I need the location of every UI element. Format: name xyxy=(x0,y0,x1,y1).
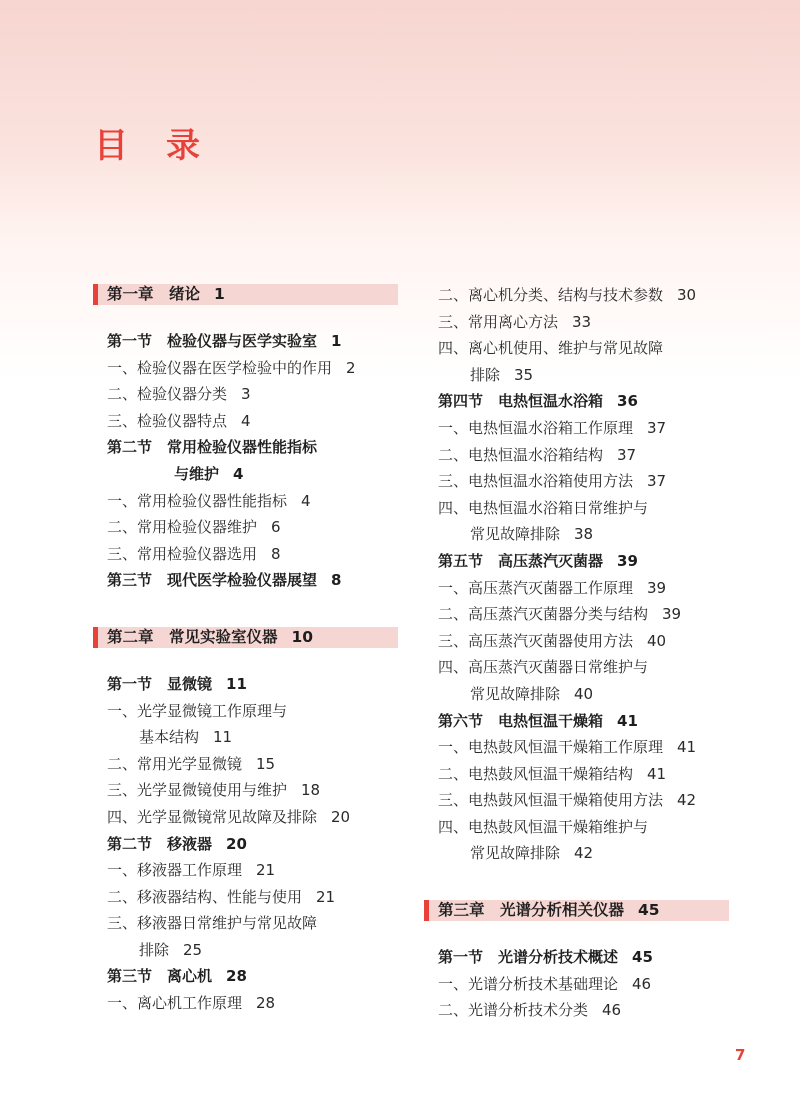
toc-chapter[interactable]: 第二章 常见实验室仪器 10 xyxy=(93,627,398,648)
toc-item[interactable]: 三、光学显微镜使用与维护 18 xyxy=(107,781,321,800)
toc-chapter[interactable]: 第三章 光谱分析相关仪器 45 xyxy=(424,900,729,921)
toc-item[interactable]: 一、移液器工作原理 21 xyxy=(107,861,276,880)
toc-item[interactable]: 二、光谱分析技术分类 46 xyxy=(438,1001,622,1020)
toc-section[interactable]: 第一节 光谱分析技术概述 45 xyxy=(438,948,653,967)
toc-item[interactable]: 一、检验仪器在医学检验中的作用 2 xyxy=(107,358,356,377)
toc-item[interactable]: 三、电热恒温水浴箱使用方法 37 xyxy=(438,472,667,491)
toc-item[interactable]: 一、电热恒温水浴箱工作原理 37 xyxy=(438,418,667,437)
toc-item[interactable]: 四、离心机使用、维护与常见故障 xyxy=(438,339,664,358)
toc-right-column xyxy=(424,282,729,1024)
toc-section[interactable]: 第六节 电热恒温干燥箱 41 xyxy=(438,711,638,730)
toc-item[interactable]: 一、常用检验仪器性能指标 4 xyxy=(107,491,311,510)
toc-item-continued[interactable]: 常见故障排除 38 xyxy=(470,525,594,544)
toc-item[interactable]: 四、电热恒温水浴箱日常维护与 xyxy=(438,498,649,517)
toc-item[interactable]: 二、离心机分类、结构与技术参数 30 xyxy=(438,286,697,304)
toc-item[interactable]: 三、电热鼓风恒温干燥箱使用方法 42 xyxy=(438,791,697,810)
toc-item[interactable]: 一、光学显微镜工作原理与 xyxy=(107,701,288,720)
toc-item[interactable]: 一、高压蒸汽灭菌器工作原理 39 xyxy=(438,578,667,597)
toc-item[interactable]: 二、检验仪器分类 3 xyxy=(107,385,251,404)
toc-section[interactable]: 第一节 检验仪器与医学实验室 1 xyxy=(107,332,342,350)
toc-section[interactable]: 第二节 移液器 20 xyxy=(107,834,247,853)
toc-item[interactable]: 四、高压蒸汽灭菌器日常维护与 xyxy=(438,658,649,677)
toc-item[interactable]: 三、常用离心方法 33 xyxy=(438,312,592,331)
page-title: 目 录 xyxy=(94,126,202,166)
toc-section[interactable]: 第四节 电热恒温水浴箱 36 xyxy=(438,392,638,411)
toc-section-continued[interactable]: 与维护 4 xyxy=(174,464,244,483)
toc-left-column xyxy=(93,282,398,1017)
page-number: 7 xyxy=(735,1046,746,1064)
toc-item[interactable]: 三、高压蒸汽灭菌器使用方法 40 xyxy=(438,631,667,650)
toc-item-continued[interactable]: 基本结构 11 xyxy=(139,728,233,747)
toc-section[interactable]: 第五节 高压蒸汽灭菌器 39 xyxy=(438,551,638,570)
toc-item-continued[interactable]: 常见故障排除 40 xyxy=(470,684,594,703)
toc-item[interactable]: 四、电热鼓风恒温干燥箱维护与 xyxy=(438,817,649,836)
toc-item[interactable]: 二、高压蒸汽灭菌器分类与结构 39 xyxy=(438,605,682,624)
toc-item-continued[interactable]: 排除 25 xyxy=(139,940,203,959)
toc-section[interactable]: 第一节 显微镜 11 xyxy=(107,674,247,693)
toc-section[interactable]: 第三节 离心机 28 xyxy=(107,967,247,986)
toc-item[interactable]: 二、电热恒温水浴箱结构 37 xyxy=(438,445,637,464)
toc-item[interactable]: 三、移液器日常维护与常见故障 xyxy=(107,914,318,933)
toc-item[interactable]: 一、离心机工作原理 28 xyxy=(107,994,276,1013)
toc-item[interactable]: 二、常用光学显微镜 15 xyxy=(107,754,276,773)
toc-section[interactable]: 第三节 现代医学检验仪器展望 8 xyxy=(107,571,342,590)
toc-item[interactable]: 三、检验仪器特点 4 xyxy=(107,411,251,430)
toc-item[interactable]: 四、光学显微镜常见故障及排除 20 xyxy=(107,807,351,826)
toc-item[interactable]: 二、移液器结构、性能与使用 21 xyxy=(107,887,336,906)
toc-item[interactable]: 一、电热鼓风恒温干燥箱工作原理 41 xyxy=(438,738,697,757)
toc-item[interactable]: 三、常用检验仪器选用 8 xyxy=(107,544,281,563)
toc-chapter[interactable]: 第一章 绪论 1 xyxy=(93,284,398,305)
toc-item[interactable]: 二、常用检验仪器维护 6 xyxy=(107,518,281,537)
toc-item-continued[interactable]: 排除 35 xyxy=(470,365,534,384)
toc-item-continued[interactable]: 常见故障排除 42 xyxy=(470,844,594,863)
toc-item[interactable]: 一、光谱分析技术基础理论 46 xyxy=(438,974,652,993)
toc-section[interactable]: 第二节 常用检验仪器性能指标 xyxy=(107,438,318,457)
toc-item[interactable]: 二、电热鼓风恒温干燥箱结构 41 xyxy=(438,764,667,783)
